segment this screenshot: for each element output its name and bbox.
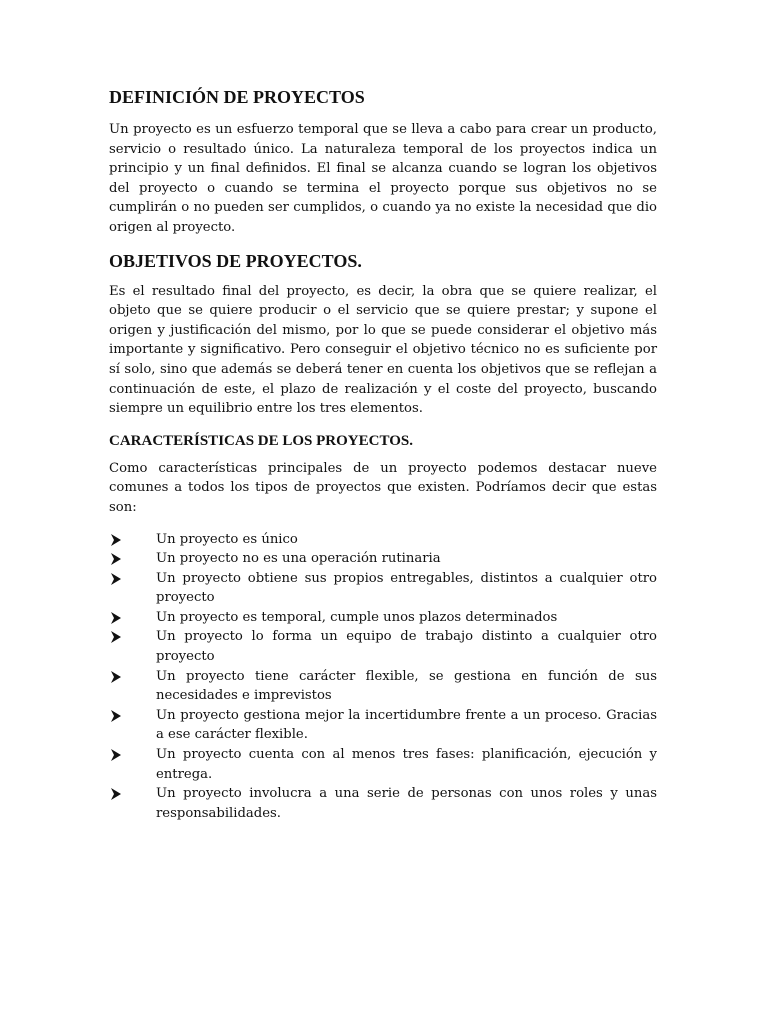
list-item (109, 549, 657, 569)
heading-objetivos: OBJETIVOS DE PROYECTOS. (109, 250, 362, 271)
list-item (109, 745, 657, 784)
list-item-text: Un proyecto es único (156, 531, 298, 547)
arrowhead-bullet-icon (109, 611, 123, 625)
arrowhead-bullet-icon (109, 787, 123, 801)
list-item-text: Un proyecto es temporal, cumple unos plazos determinados (156, 609, 558, 625)
list-item (109, 530, 657, 550)
arrowhead-bullet-icon (109, 630, 123, 644)
list-item (109, 569, 657, 608)
list-item-text: Un proyecto lo forma un equipo de trabajo distinto a cualquier otro proyecto (156, 629, 657, 665)
document-page (109, 86, 657, 823)
list-item-text: Un proyecto cuenta con al menos tres fases: planificación, ejecución y entrega. (156, 747, 657, 782)
arrowhead-bullet-icon (109, 709, 123, 723)
list-item-text: Un proyecto tiene carácter flexible, se gestiona en función de sus necesidades e imprevistos (156, 668, 657, 704)
paragraph-objetivos: Es el resultado final del proyecto, es decir, la obra que se quiere realizar, el objeto que se quiere producir o el servicio que se quiere prestar; y supone el origen y justificación del mismo, por lo que se puede considerar el objetivo más importante y significativo. Pero conseguir el objetivo técnico no es suficiente por sí solo, sino que además se deberá tener en cuenta los objetivos que se reflejan a continuación de este, el plazo de realización y el coste del proyecto, buscando siempre un equilibrio entre los tres elementos. (109, 283, 657, 417)
list-item (109, 784, 657, 823)
list-item (109, 706, 657, 745)
heading-caracteristicas: CARACTERÍSTICAS DE LOS PROYECTOS. (109, 432, 413, 449)
arrowhead-bullet-icon (109, 670, 123, 684)
characteristics-list (109, 530, 657, 824)
arrowhead-bullet-icon (109, 572, 123, 586)
list-item-text: Un proyecto gestiona mejor la incertidumbre frente a un proceso. Gracias a ese carácter flexible. (156, 707, 657, 743)
list-item (109, 608, 657, 628)
list-item-text: Un proyecto no es una operación rutinaria (156, 551, 441, 567)
paragraph-caracteristicas: Como características principales de un proyecto podemos destacar nueve comunes a todos los tipos de proyectos que existen. Podríamos decir que estas son: (109, 460, 657, 515)
list-item-text: Un proyecto obtiene sus propios entregables, distintos a cualquier otro proyecto (156, 570, 657, 606)
arrowhead-bullet-icon (109, 533, 123, 547)
paragraph-definicion: Un proyecto es un esfuerzo temporal que se lleva a cabo para crear un producto, servicio o resultado único. La naturaleza temporal de los proyectos indica un principio y un final definidos. El final se alcanza cuando se logran los objetivos del proyecto o cuando se termina el proyecto porque sus objetivos no se cumplirán o no pueden ser cumplidos, o cuando ya no existe la necesidad que dio origen al proyecto. (109, 122, 657, 235)
arrowhead-bullet-icon (109, 748, 123, 762)
list-item (109, 627, 657, 666)
list-item-text: Un proyecto involucra a una serie de personas con unos roles y unas responsabilidades. (156, 786, 657, 821)
list-item (109, 667, 657, 706)
arrowhead-bullet-icon (109, 552, 123, 566)
heading-definicion: DEFINICIÓN DE PROYECTOS (109, 87, 365, 107)
